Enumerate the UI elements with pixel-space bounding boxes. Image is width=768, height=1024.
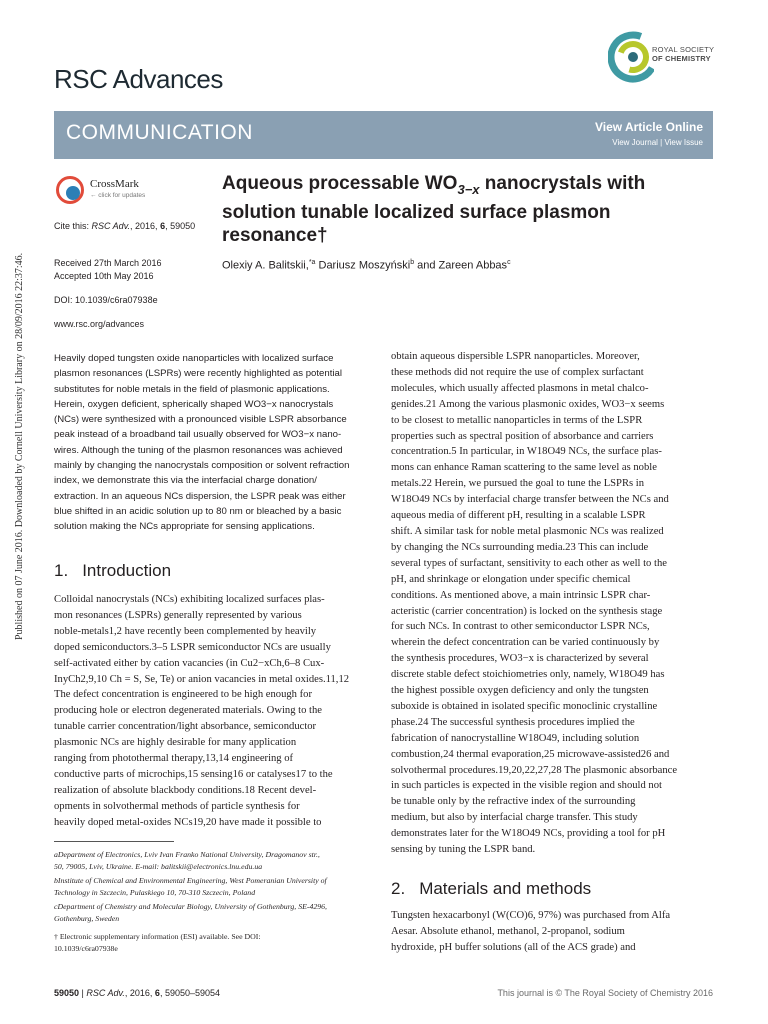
cite-page: , 59050 [165, 221, 196, 231]
crossmark-sub: ← click for updates [90, 192, 146, 199]
body-line: be tunable only by the refractive index of the surrounding [391, 796, 636, 808]
body-line: mon resonances (LSPRs) generally represented by various [54, 609, 302, 621]
body-line: fabrication of nanocrystalline W18O49, including solution [391, 732, 640, 744]
body-line: metals.22 Herein, we pursued the goal to tune the LSPRs in [391, 478, 645, 490]
body-line: conditions. As mentioned above, a main intrinsic LSPR char- [391, 589, 651, 601]
body-line: the synthesis procedures, WO3−x is characterized by several [391, 653, 649, 665]
body-line: acteristic (carrier concentration) is locked on the synthesis stage [391, 605, 663, 617]
body-line: self-activated either by cation vacancies (in Cu2−xCh,6–8 Cux- [54, 657, 325, 669]
body-line: phase.24 The successful synthesis procedures implied the [391, 716, 635, 728]
received-date: Received 27th March 2016 [54, 258, 162, 268]
body-line: plasmonic NCs are highly desirable for many application [54, 737, 297, 749]
author-2: Dariusz Moszyński [315, 259, 411, 272]
download-side-note: Published on 07 June 2016. Downloaded by Cornell University Library on 28/09/2016 22:37:46. [14, 252, 25, 640]
affiliation-line: Gothenburg, Sweden [54, 913, 120, 923]
body-line: suboxide is obtained in isolated specific monoclinic crystalline [391, 700, 658, 712]
cite-year: , 2016, [130, 221, 161, 231]
affiliations [54, 849, 376, 925]
article-type-label: COMMUNICATION [66, 121, 253, 144]
abstract-line: extraction. In an aqueous NCs dispersion, the LSPR peak was either [54, 490, 346, 502]
title-line-2: solution tunable localized surface plasmon [222, 201, 611, 223]
esi-line: 10.1039/c6ra07938e [54, 943, 118, 953]
journal-url[interactable]: www.rsc.org/advances [54, 319, 145, 329]
affiliation-line: aDepartment of Electronics, Lviv Ivan Franko National University, Dragomanov str., [54, 850, 320, 859]
body-line: mons can enhance Raman scattering to the same level as noble [391, 462, 657, 474]
body-line: conductive parts of microchips,15 sensing16 or catalyses17 to the [54, 768, 333, 780]
abstract-line: wires. Although the tuning of the plasmon resonances was achieved [54, 444, 343, 456]
body-line: demonstrates later for the W18O49 NCs, providing a tool for pH [391, 828, 666, 840]
title-line-3: resonance† [222, 224, 328, 246]
esi-note [54, 931, 376, 954]
cite-journal: RSC Adv. [91, 221, 131, 231]
section-heading-introduction [54, 561, 171, 581]
cite-this [54, 220, 195, 233]
body-line: opments in solvothermal methods of particle synthesis for [54, 800, 300, 812]
view-issue-link[interactable]: View Issue [664, 138, 703, 147]
body-line: Aesar. Absolute ethanol, methanol, 2-propanol, sodium [391, 925, 625, 937]
body-line: ranging from photothermal therapy,13,14 engineering of [54, 753, 294, 765]
view-journal-link[interactable]: View Journal [612, 138, 658, 147]
body-line: Colloidal nanocrystals (NCs) exhibiting localized surfaces plas- [54, 594, 325, 605]
view-links-separator: | [657, 138, 665, 147]
rsc-logo-line2: OF CHEMISTRY [652, 54, 711, 63]
affiliation-line: 50, 79005, Lviv, Ukraine. E-mail: balitskii@electronics.lnu.edu.ua [54, 861, 263, 871]
esi-line: † Electronic supplementary information (ESI) available. See DOI: [54, 932, 261, 941]
body-line: genides.21 Among the various plasmonic oxides, WO3−x seems [391, 398, 665, 410]
introduction-text [54, 592, 376, 831]
section-heading-materials [391, 879, 591, 899]
body-line: properties such as spectral position of absorbance and carriers [391, 430, 654, 442]
article-title [222, 172, 702, 247]
abstract-line: blue shifted in an acidic solution up to 80 nm or bleached by a basic [54, 505, 342, 517]
abstract-line: (NCs) were synthesized with a pronounced visible LSPR absorbance [54, 414, 347, 426]
doi[interactable]: DOI: 10.1039/c6ra07938e [54, 295, 158, 305]
crossmark-badge[interactable] [56, 176, 176, 208]
body-line: realization of absolute blackbody conditions.18 Recent devel- [54, 784, 317, 796]
body-line: these methods did not require the use of complex surfactant [391, 366, 644, 378]
right-column-text [391, 349, 714, 858]
article-type-banner [54, 111, 713, 159]
affiliation-line: bInstitute of Chemical and Environmental Engineering, West Pomeranian University of [54, 876, 327, 886]
affiliation-line: Technology in Szczecin, Pulaskiego 10, 70-310 Szczecin, Poland [54, 887, 256, 897]
abstract-line: peak instead of a broadband tail usually observed for WO3−x nano- [54, 429, 342, 441]
body-line: Tungsten hexacarbonyl (W(CO)6, 97%) was purchased from Alfa [391, 910, 671, 921]
view-links [612, 138, 703, 147]
page-number: 59050 [54, 988, 80, 998]
body-line: molecules, which usually affected plasmons in metal chalco- [391, 382, 649, 394]
body-line: for such NCs. In contrast to other semiconductor LSPR NCs, [391, 621, 650, 633]
body-line: by changing the NCs surrounding media.23 This can include [391, 541, 649, 553]
section-title: Introduction [82, 561, 172, 580]
copyright-notice: This journal is © The Royal Society of Chemistry 2016 [497, 988, 713, 998]
body-line: wherein the defect concentration can be varied continuously by [391, 637, 660, 649]
section-number: 1. [54, 561, 69, 580]
abstract-line: plasmon resonances (LSPRs) were recently highlighted as potential [54, 368, 342, 380]
author-3: and Zareen Abbas [414, 259, 508, 272]
footnote-divider [54, 841, 174, 842]
body-line: sensing by tuning the LSPR band. [391, 844, 536, 856]
abstract-line: index, we demonstrate this via the interfacial charge donation/ [54, 475, 317, 487]
body-line: solvothermal procedures.19,20,22,27,28 The plasmonic absorbance [391, 764, 678, 776]
cite-prefix: Cite this: [54, 221, 92, 231]
body-line: The defect concentration is engineered to be high enough for [54, 689, 312, 701]
body-line: the highest possible oxygen deficiency and only the tungsten [391, 685, 649, 697]
page-footer-citation: 59050 | RSC Adv., 2016, 6, 59050–59054 [54, 988, 220, 998]
section-title: Materials and methods [419, 879, 592, 898]
body-line: concentration.5 In particular, in W18O49 NCs, the surface plas- [391, 446, 662, 458]
body-line: tunable carrier concentration/light absorbance, semiconductor [54, 721, 317, 733]
rsc-logo-icon [608, 26, 654, 88]
body-line: shift. A similar task for noble metal plasmonic NCs was realized [391, 525, 664, 537]
author-list: Olexiy A. Balitskii,$^{*a}$ Dariusz Moszyński$^b$ and Zareen Abbas$^c$ [222, 259, 511, 272]
crossmark-name: CrossMark [90, 178, 139, 190]
crossmark-icon [56, 176, 84, 204]
section-number: 2. [391, 879, 406, 898]
abstract-line: Heavily doped tungsten oxide nanoparticles with localized surface [54, 353, 334, 364]
accepted-date: Accepted 10th May 2016 [54, 271, 154, 281]
body-line: pH, and shrinkage or elongation under specific chemical [391, 573, 631, 585]
abstract-line: mainly by changing the nanocrystals composition or solvent refraction [54, 460, 350, 472]
journal-title: RSC Advances [54, 64, 223, 94]
cite-volume: 6 [160, 221, 166, 231]
body-line: discrete stable defect stoichiometries only, namely, W18O49 has [391, 669, 665, 681]
body-line: medium, but also by interfacial charge transfer. This study [391, 812, 638, 824]
body-line: in such particles is expected in the visible region and should not [391, 780, 662, 792]
title-line-1: Aqueous processable $WO_{3-x}$ nanocrystals with [222, 173, 646, 197]
body-line: doped semiconductors.3–5 LSPR semiconductor NCs are usually [54, 641, 331, 653]
body-line: producing hole or electron degenerated materials. Owing to the [54, 705, 322, 717]
body-line: combustion,24 thermal evaporation,25 microwave-assisted26 and [391, 748, 670, 760]
body-line: several types of surfactant, sensitivity to each other as well to the [391, 557, 667, 569]
body-line: aqueous media of different pH, resulting in a scalable LSPR [391, 510, 646, 522]
body-line: W18O49 NCs by interfacial charge transfer between the NCs and [391, 494, 669, 506]
methods-text [391, 908, 714, 956]
rsc-logo [608, 22, 728, 94]
abstract [54, 351, 370, 535]
body-line: to be closest to metallic nanoparticles in terms of the LSPR [391, 414, 643, 426]
author-1: Olexiy A. Balitskii, [222, 259, 309, 272]
body-line: heavily doped metal-oxides NCs19,20 have made it possible to [54, 816, 322, 828]
body-line: InyCh2,9,10 Ch = S, Se, Te) or anion vacancies in metal oxides.11,12 [54, 673, 350, 685]
body-line: noble-metals1,2 have recently been complemented by heavily [54, 625, 317, 637]
abstract-line: substitutes for noble metals in the field of plasmonic applications. [54, 383, 330, 395]
abstract-line: solution making the NCs appropriate for sensing applications. [54, 521, 315, 533]
rsc-logo-line1: ROYAL SOCIETY [652, 45, 715, 54]
affiliation-line: cDepartment of Chemistry and Molecular Biology, University of Gothenburg, SE-4296, [54, 902, 327, 912]
body-line: obtain aqueous dispersible LSPR nanoparticles. Moreover, [391, 351, 640, 362]
abstract-line: Herein, oxygen deficient, spherically shaped WO3−x nanocrystals [54, 398, 334, 410]
body-line: hydroxide, pH buffer solutions (all of the ACS grade) and [391, 941, 636, 953]
view-article-online-link[interactable]: View Article Online [594, 120, 703, 134]
title-subscript: 3−x [457, 181, 480, 197]
